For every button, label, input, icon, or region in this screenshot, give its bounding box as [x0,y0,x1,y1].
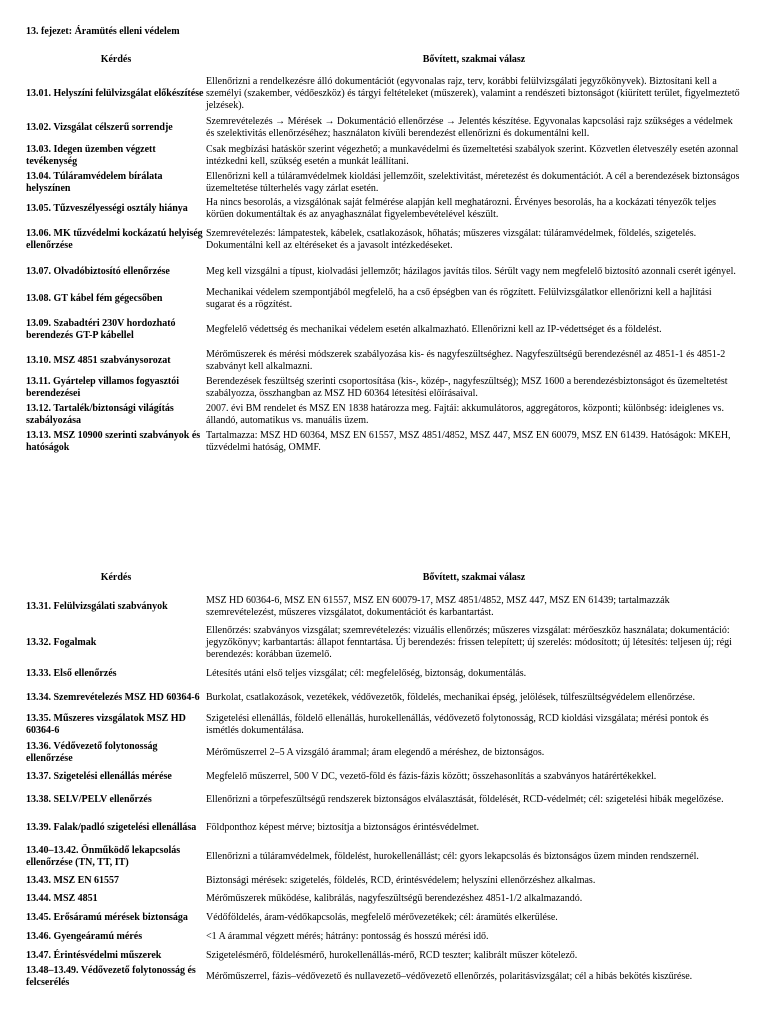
question-cell: 13.13. MSZ 10900 szerinti szabványok és hatóságok [26,429,201,453]
question-cell: 13.02. Vizsgálat célszerű sorrendje [26,122,173,133]
answer-cell: Mérőműszerrel 2–5 A vizsgáló árammal; áram elegendő a méréshez, de biztonságos. [206,746,545,758]
table-row [26,347,742,374]
answer-cell: Megfelelő műszerrel, 500 V DC, vezető-föld és fázis-fázis között; összehasonlítás a szabványos határértékekkel. [206,770,657,782]
answer-cell: 2007. évi BM rendelet és MSZ EN 1838 határozza meg. Fajtái: akkumulátoros, aggregátoros, központi; különbség: ideiglenes vs. állandó, automatikus vs. manuális üzem. [206,402,724,426]
table-row [26,196,742,222]
question-cell: 13.03. Idegen üzemben végzett tevékenység [26,143,156,167]
answer-cell: Burkolat, csatlakozások, vezetékek, védővezetők, földelés, mechanikai épség, jelölések, túlfeszültségvédelem ellenőrzése. [206,691,695,703]
table-row [26,114,742,142]
table-row [26,684,742,711]
table-row [26,872,742,890]
question-cell: 13.10. MSZ 4851 szabványsorozat [26,354,171,366]
answer-cell: Ellenőrizni kell a túláramvédelmek kioldási jellemzőit, szelektivitást, méretezést és dokumentációt. A cél a berendezések biztonságos üzemeltetése túlterhelés vagy zárlat esetén. [206,170,740,194]
table-row [26,622,742,664]
question-cell: 13.31. Felülvizsgálati szabványok [26,601,168,612]
answer-cell: Meg kell vizsgálni a típust, kiolvadási jellemzőt; házilagos javítás tilos. Sérült vagy nem megfelelő biztosító azonnali cserét igényel. [206,265,736,277]
answer-cell: Létesítés utáni első teljes vizsgálat; cél: megfelelőség, biztonság, dokumentálás. [206,668,527,679]
question-cell: 13.45. Erősáramú mérések biztonsága [26,912,188,923]
question-cell: 13.09. Szabadtéri 230V hordozható berendezés GT-P kábellel [26,318,176,341]
answer-cell: Biztonsági mérések: szigetelés, földelés, RCD, érintésvédelem; helyszíni ellenőrzéshez alkalmas. [206,875,596,886]
answer-cell: Mérőműszerek működése, kalibrálás, nagyfeszültségű berendezéshez 4851-1/2 alkalmazandó. [206,893,583,904]
answer-cell: Tartalmazza: MSZ HD 60364, MSZ EN 61557, MSZ 4851/4852, MSZ 447, MSZ EN 60079, MSZ EN 61439. Hatóságok: MKEH, tűzvédelmi hatóság, OMMF. [206,429,731,453]
question-cell: 13.44. MSZ 4851 [26,893,98,904]
question-cell: 13.37. Szigetelési ellenállás mérése [26,770,172,782]
table-row [26,946,742,965]
table-row [26,374,742,401]
question-cell: 13.08. GT kábel fém gégecsőben [26,293,163,304]
question-cell: 13.35. Műszeres vizsgálatok MSZ HD 60364-6 [26,712,186,736]
table-row [26,664,742,684]
answer-cell: Csak megbízási hatáskör szerint végezhető; a munkavédelmi és üzemeltetési szabályok szerint. Közvetlen életveszély esetén azonnal intézkedni kell, szükség esetén a munkát leállítani. [206,143,739,167]
answer-cell: <1 A árammal végzett mérés; hátrány: pontosság és hosszú mérési idő. [206,931,489,942]
table-row [26,169,742,196]
question-cell: 13.05. Tűzveszélyességi osztály hiánya [26,203,188,214]
answer-cell: Berendezések feszültség szerinti csoportosítása (kis-, közép-, nagyfeszültség); MSZ 1600 a berendezésbiztonságot és üzemeltetést szabályozza, összhangban az MSZ HD 60364 létesítési előírásaival. [206,375,728,399]
table-row [26,142,742,169]
answer-cell: Mechanikai védelem szempontjából megfelelő, ha a cső épségben van és rögzített. Felülvizsgálatkor ellenőrizni kell a hajlítási sugarat és a rögzítést. [206,287,712,310]
question-cell: 13.48–13.49. Védővezető folytonosság és felcserélés [26,965,196,988]
header-question: Kérdés [100,572,132,583]
table-header-row [26,571,742,592]
table-row [26,428,742,455]
question-cell: 13.32. Fogalmak [26,637,97,648]
table-row [26,928,742,946]
answer-cell: Szemrevételezés → Mérések → Dokumentáció ellenőrzése → Jelentés készítése. Egyvonalas kapcsolási rajz szükséges a védelmek és szelektivitás ellenőrzéséhez; használaton kívüli berendezést ellenőrizni és dokumentálni kell. [206,116,733,139]
table-row [26,965,742,989]
table-row [26,890,742,908]
table-row [26,401,742,428]
question-cell: 13.39. Falak/padló szigetelési ellenállása [26,822,197,833]
answer-cell: Mérőműszerek és mérési módszerek szabályozása kis- és nagyfeszültséghez. Nagyfeszültségű berendezésnél az 4851-1 és 4851-2 szabványt kell alkalmazni. [206,348,726,372]
table-row [26,74,742,114]
table-row [26,786,742,814]
table-row [26,313,742,347]
answer-cell: Ellenőrizni a túláramvédelmek, földelést, hurokellenállást; cél: gyors lekapcsolás és biztonságos üzem minden rendszernél. [206,851,699,862]
question-cell: 13.38. SELV/PELV ellenőrzés [26,794,152,805]
table-row [26,767,742,786]
table-row [26,738,742,767]
answer-cell: Védőföldelés, áram-védőkapcsolás, megfelelő mérővezetékek; cél: áramütés elkerülése. [206,912,558,923]
question-cell: 13.40–13.42. Önműködő lekapcsolás ellenőrzése (TN, TT, IT) [26,845,181,868]
question-cell: 13.33. Első ellenőrzés [26,668,117,679]
question-cell: 13.47. Érintésvédelmi műszerek [26,949,162,961]
question-cell: 13.11. Gyártelep villamos fogyasztói berendezései [26,375,180,399]
header-answer: Bővített, szakmai válasz [422,572,526,583]
answer-cell: Szigetelésmérő, földelésmérő, hurokellenállás-mérő, RCD teszter; kalibrált műszer kötelező. [206,949,578,961]
answer-cell: MSZ HD 60364-6, MSZ EN 61557, MSZ EN 60079-17, MSZ 4851/4852, MSZ 447, MSZ EN 61439; tartalmazzák szemrevételezést, műszeres vizsgálatot, dokumentációt és karbantartást. [206,595,670,618]
answer-cell: Mérőműszerrel, fázis–védővezető és nullavezető–védővezető ellenőrzés, polaritásvizsgálat; cél a hibás bekötés kiszűrése. [206,971,693,982]
qa-table-2-body [26,592,742,989]
answer-cell: Ellenőrizni a törpefeszültségű rendszerek biztonságos elválasztását, földelését, RCD-védelmét; cél: szigetelési hibák megelőzése. [206,794,724,805]
answer-cell: Szemrevételezés: lámpatestek, kábelek, csatlakozások, hőhatás; műszeres vizsgálat: túláramvédelmek, földelés, szigetelés. Dokumentálni kell az eltéréseket és a javasolt intézkedéseket. [206,228,697,251]
question-cell: 13.12. Tartalék/biztonsági világítás szabályozása [26,402,174,426]
answer-cell: Ellenőrzés: szabványos vizsgálat; szemrevételezés: vizuális ellenőrzés; műszeres vizsgálat: mérőeszköz használata; dokumentáció: jegyzőkönyv; karbantartás: állapot fenntartása. Új berendezés: frissen telepített; új szerelés: módosított; új létesítés: teljesen új; régi berendezés: korábban üzemelő. [206,625,732,660]
qa-table-1 [26,53,742,455]
question-cell: 13.06. MK tűzvédelmi kockázatú helyiség ellenőrzése [26,228,203,251]
answer-cell: Szigetelési ellenállás, földelő ellenállás, hurokellenállás, védővezető folytonosság, RCD kioldási vizsgálata; mérési pontok és ismétlés dokumentálása. [206,712,709,736]
table-row [26,222,742,258]
answer-cell: Földponthoz képest mérve; biztosítja a biztonságos érintésvédelmet. [206,822,479,833]
answer-cell: Ellenőrizni a rendelkezésre álló dokumentációt (egyvonalas rajz, terv, korábbi felülvizsgálati jegyzőkönyvek). Biztosítani kell a személyi (szakember, védőeszköz) és tárgyi feltételeket (műszerek), valamint a rendészeti biztonságot (kiürített terület, figyelmeztető jelzések). [206,76,740,111]
table-row [26,842,742,872]
question-cell: 13.01. Helyszíni felülvizsgálat előkészítése [26,88,204,99]
table-row [26,814,742,842]
question-cell: 13.04. Túláramvédelem bírálata helyszínen [26,170,163,194]
table-row [26,711,742,738]
header-answer: Bővített, szakmai válasz [422,54,526,65]
table-row [26,908,742,928]
qa-table-2 [26,571,742,989]
table-row [26,592,742,622]
table-header-row [26,53,742,74]
chapter-title: 13. fejezet: Áramütés elleni védelem [26,26,180,37]
table-row [26,258,742,285]
qa-table-1-body [26,74,742,455]
header-question: Kérdés [100,54,132,65]
question-cell: 13.07. Olvadóbiztosító ellenőrzése [26,265,170,277]
question-cell: 13.34. Szemrevételezés MSZ HD 60364-6 [26,691,200,703]
answer-cell: Megfelelő védettség és mechanikai védelem esetén alkalmazható. Ellenőrizni kell az IP-védettséget és a földelést. [206,324,662,335]
question-cell: 13.36. Védővezető folytonosság ellenőrzése [26,740,158,764]
question-cell: 13.43. MSZ EN 61557 [26,875,120,886]
question-cell: 13.46. Gyengeáramú mérés [26,931,143,942]
answer-cell: Ha nincs besorolás, a vizsgálónak saját felmérése alapján kell meghatározni. Érvényes besorolás, ha a kockázati tényezők teljes körűen dokumentáltak és az anyaghasználat figyelembevételével készült. [206,197,717,220]
table-row [26,285,742,313]
